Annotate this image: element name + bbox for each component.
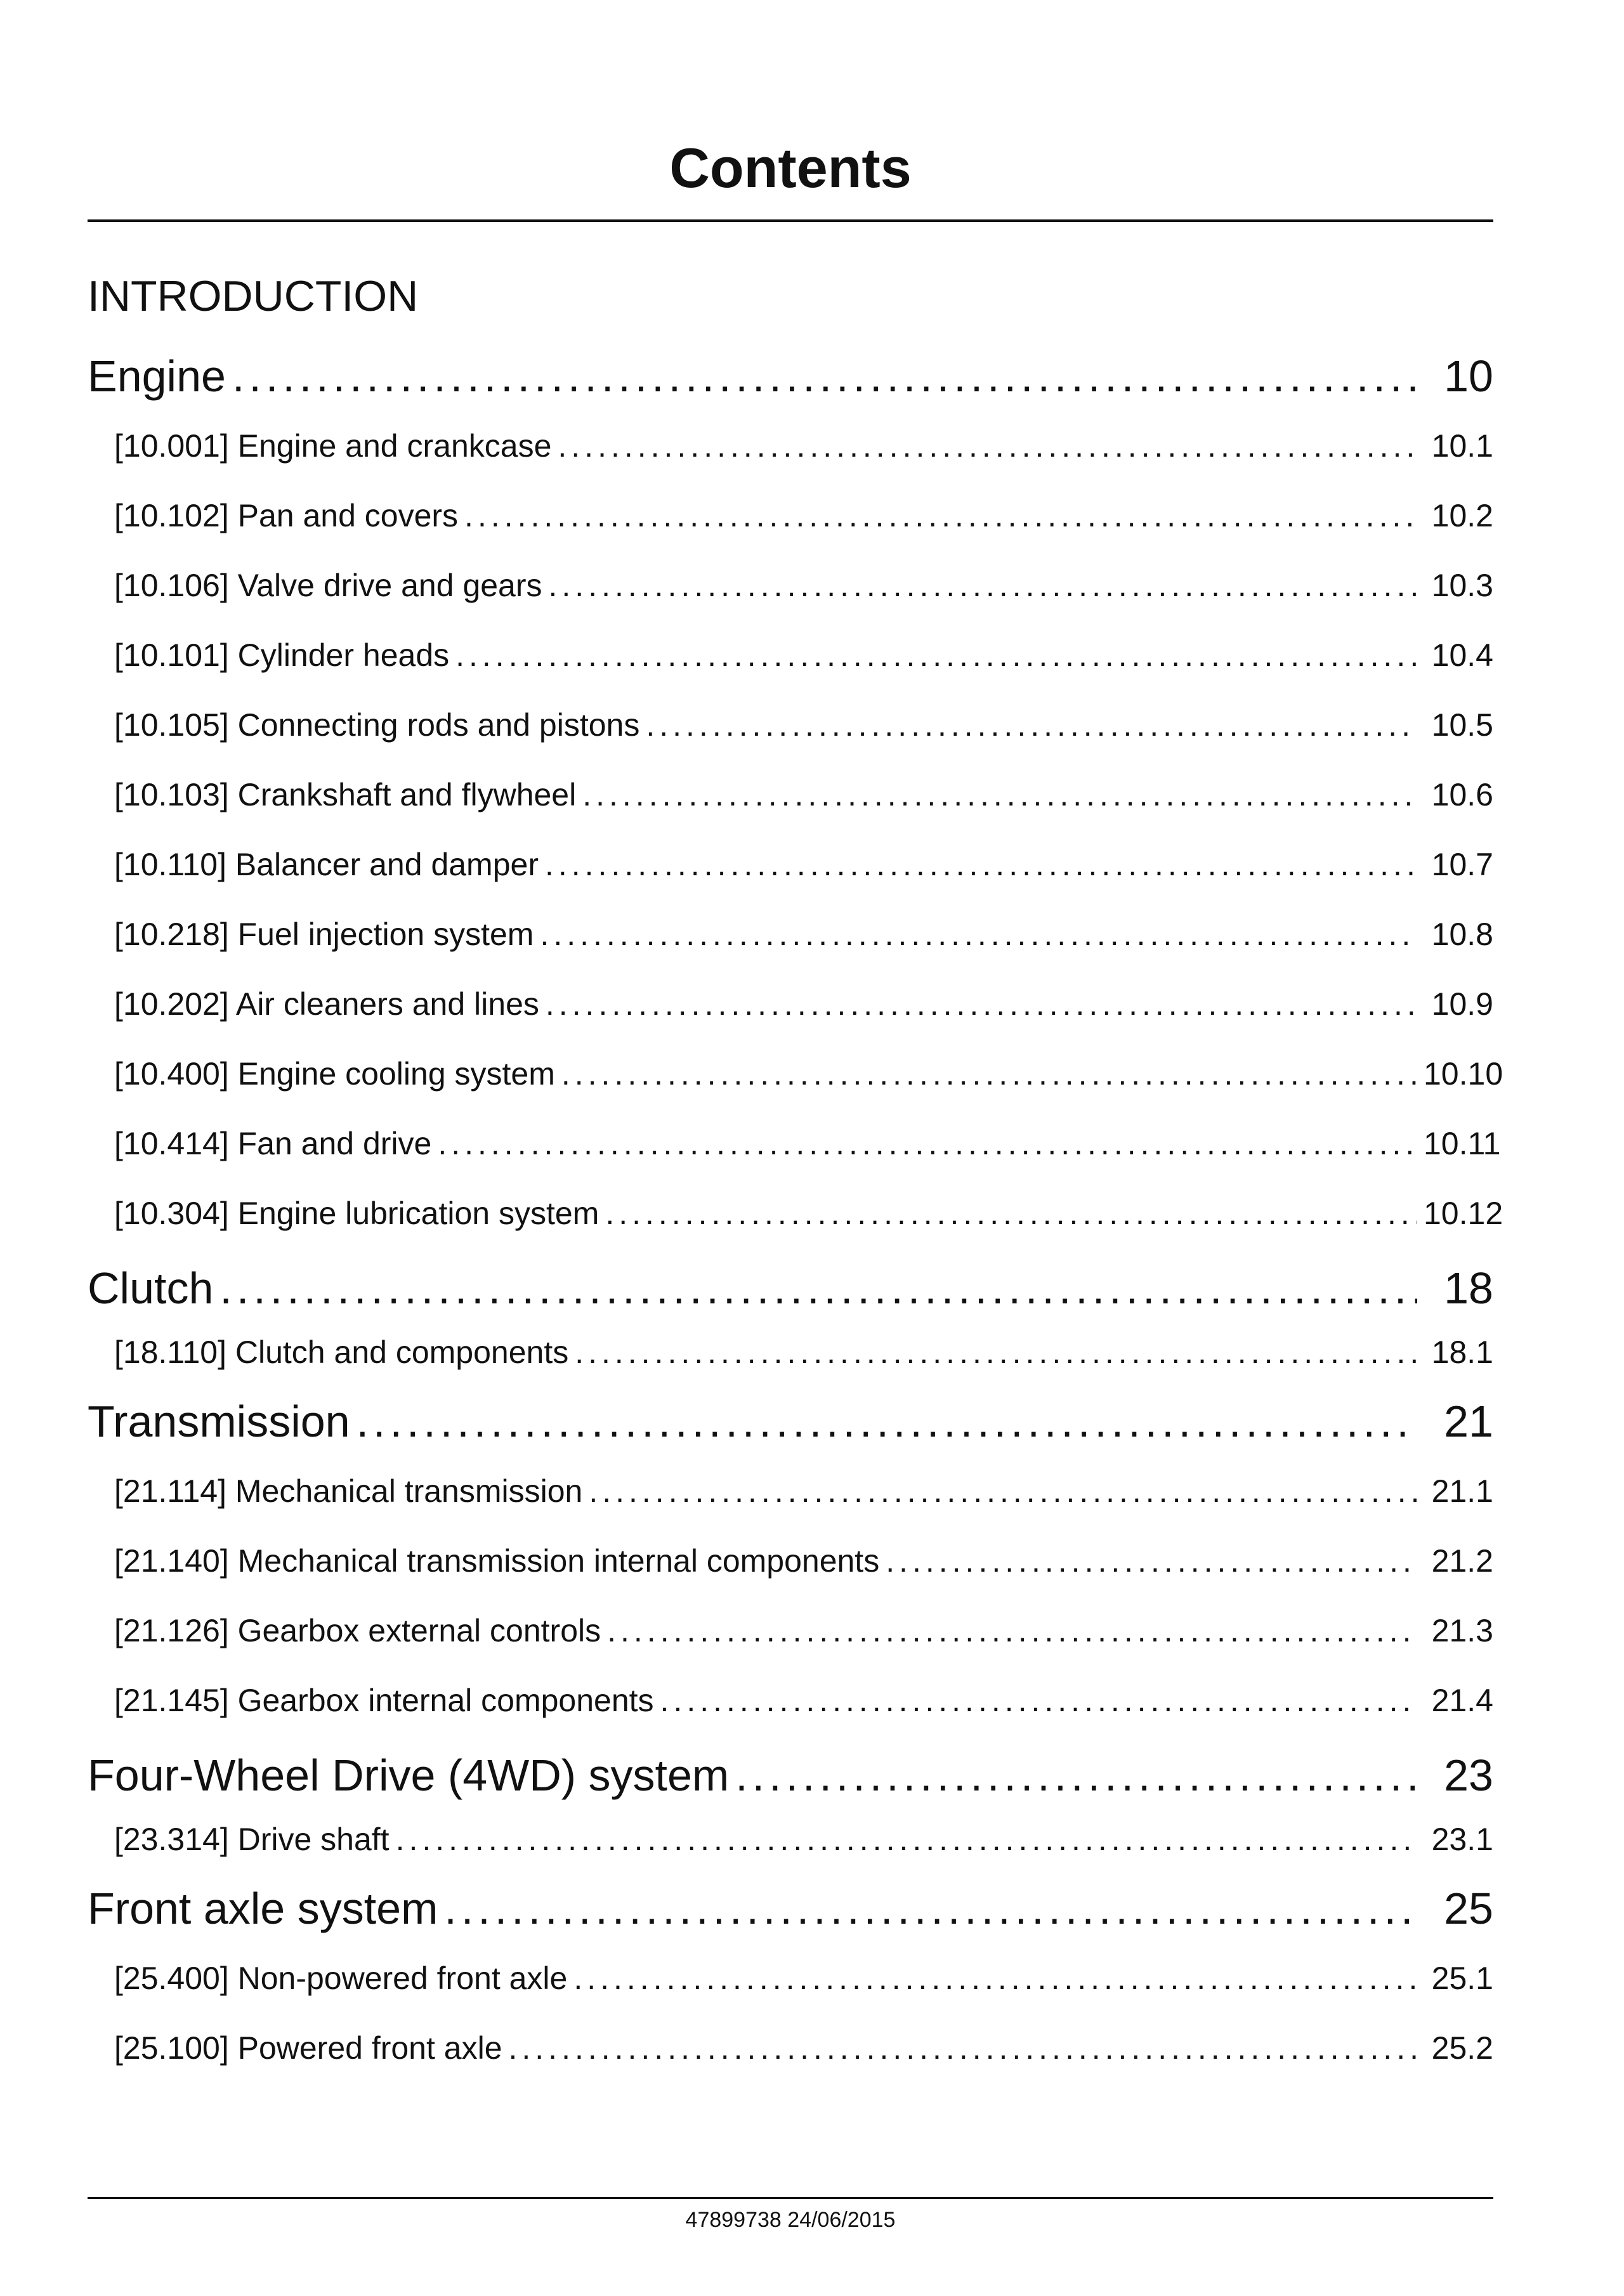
toc-section-entry[interactable]: [88, 1456, 1493, 1526]
toc-section-entry[interactable]: [88, 690, 1493, 760]
document-page: [88, 0, 1503, 2296]
dot-leader: [357, 1386, 1417, 1456]
toc-section-entry[interactable]: [88, 1810, 1493, 1869]
toc-chapter-page: 18: [1444, 1263, 1493, 1313]
dot-leader: [558, 411, 1417, 481]
toc-section-page: 10.4: [1431, 637, 1493, 673]
page-title: Contents: [669, 136, 912, 199]
toc-section-label: [25.100] Powered front axle: [114, 2030, 502, 2066]
toc-section-label: [21.145] Gearbox internal components: [114, 1683, 654, 1718]
dot-leader: [540, 899, 1417, 969]
toc-section-page: 10.6: [1431, 777, 1493, 812]
dot-leader: [575, 1323, 1417, 1381]
toc-chapter-entry[interactable]: [88, 1874, 1493, 1943]
toc-chapter-page: 25: [1444, 1884, 1493, 1933]
dot-leader: [546, 969, 1417, 1039]
toc-section-label: [10.414] Fan and drive: [114, 1126, 432, 1161]
dot-leader: [464, 481, 1417, 551]
toc-section-page: 10.10: [1424, 1056, 1503, 1092]
toc-section-page: 10.3: [1431, 568, 1493, 603]
toc-section-entry[interactable]: [88, 1943, 1493, 2013]
toc-chapter-entry[interactable]: [88, 1740, 1493, 1810]
toc-section-label: [10.400] Engine cooling system: [114, 1056, 555, 1092]
toc-section-entry[interactable]: [88, 899, 1493, 969]
toc-section-page: 25.1: [1431, 1960, 1493, 1996]
toc-section-page: 21.4: [1431, 1683, 1493, 1718]
toc-section-entry[interactable]: [88, 2013, 1493, 2083]
dot-leader: [582, 760, 1417, 830]
toc-section-entry[interactable]: [88, 620, 1493, 690]
toc-section-label: [10.110] Balancer and damper: [114, 847, 539, 882]
dot-leader: [444, 1874, 1417, 1943]
toc-section-label: [10.103] Crankshaft and flywheel: [114, 777, 577, 812]
dot-leader: [573, 1943, 1417, 2013]
dot-leader: [219, 1253, 1417, 1323]
toc-section-label: [10.202] Air cleaners and lines: [114, 986, 539, 1022]
dot-leader: [660, 1666, 1417, 1735]
dot-leader: [589, 1456, 1417, 1526]
footer-divider: [88, 2197, 1493, 2199]
table-of-contents: [88, 336, 1503, 2083]
toc-section-entry[interactable]: [88, 481, 1493, 551]
toc-section-label: [10.102] Pan and covers: [114, 498, 459, 533]
toc-section-label: [10.304] Engine lubrication system: [114, 1196, 599, 1231]
toc-section-entry[interactable]: [88, 760, 1493, 830]
toc-chapter-title: Engine: [88, 351, 226, 401]
title-divider: [88, 219, 1493, 222]
toc-section-entry[interactable]: [88, 1666, 1493, 1735]
toc-section-entry[interactable]: [88, 1178, 1503, 1248]
toc-section-page: 21.2: [1431, 1543, 1493, 1579]
toc-chapter-entry[interactable]: [88, 1253, 1493, 1323]
toc-chapter-title: Clutch: [88, 1263, 214, 1313]
dot-leader: [735, 1740, 1417, 1810]
toc-chapter-title: Transmission: [88, 1397, 350, 1446]
dot-leader: [607, 1596, 1417, 1666]
toc-section-entry[interactable]: [88, 969, 1493, 1039]
dot-leader: [561, 1039, 1417, 1109]
dot-leader: [232, 341, 1417, 411]
dot-leader: [455, 620, 1417, 690]
intro-heading: INTRODUCTION: [88, 272, 419, 320]
toc-section-label: [18.110] Clutch and components: [114, 1334, 569, 1370]
toc-section-entry[interactable]: [88, 830, 1493, 899]
toc-section-label: [10.218] Fuel injection system: [114, 916, 534, 952]
toc-section-page: 10.9: [1431, 986, 1493, 1022]
toc-section-page: 10.5: [1431, 707, 1493, 743]
toc-section-label: [21.126] Gearbox external controls: [114, 1613, 601, 1648]
toc-section-label: [10.106] Valve drive and gears: [114, 568, 542, 603]
toc-section-page: 10.11: [1424, 1126, 1501, 1161]
toc-chapter-title: Four-Wheel Drive (4WD) system: [88, 1751, 730, 1800]
footer-doc-id: 47899738 24/06/2015: [685, 2208, 896, 2232]
dot-leader: [549, 551, 1417, 620]
toc-section-page: 10.2: [1431, 498, 1493, 533]
toc-section-label: [10.001] Engine and crankcase: [114, 428, 552, 464]
dot-leader: [605, 1178, 1417, 1248]
toc-section-entry[interactable]: [88, 1526, 1493, 1596]
toc-section-entry[interactable]: [88, 1596, 1493, 1666]
dot-leader: [545, 830, 1417, 899]
toc-section-label: [21.140] Mechanical transmission internal components: [114, 1543, 880, 1579]
toc-section-page: 23.1: [1431, 1822, 1493, 1857]
toc-chapter-page: 23: [1444, 1751, 1493, 1800]
toc-section-label: [21.114] Mechanical transmission: [114, 1473, 583, 1509]
toc-section-label: [10.101] Cylinder heads: [114, 637, 450, 673]
toc-section-entry[interactable]: [88, 1039, 1503, 1109]
toc-chapter-page: 10: [1444, 351, 1493, 401]
dot-leader: [396, 1810, 1417, 1869]
toc-chapter-entry[interactable]: [88, 1386, 1493, 1456]
toc-section-page: 21.1: [1431, 1473, 1493, 1509]
dot-leader: [438, 1109, 1417, 1178]
dot-leader: [886, 1526, 1417, 1596]
toc-section-page: 10.12: [1424, 1196, 1503, 1231]
toc-chapter-title: Front axle system: [88, 1884, 438, 1933]
toc-section-entry[interactable]: [88, 411, 1493, 481]
dot-leader: [509, 2013, 1418, 2083]
toc-chapter-entry[interactable]: [88, 341, 1493, 411]
toc-section-page: 10.8: [1431, 916, 1493, 952]
dot-leader: [646, 690, 1417, 760]
toc-section-entry[interactable]: [88, 1323, 1493, 1381]
toc-section-page: 18.1: [1431, 1334, 1493, 1370]
toc-section-page: 10.7: [1431, 847, 1493, 882]
toc-section-label: [23.314] Drive shaft: [114, 1822, 390, 1857]
toc-section-page: 25.2: [1431, 2030, 1493, 2066]
toc-section-entry[interactable]: [88, 551, 1493, 620]
toc-section-label: [25.400] Non-powered front axle: [114, 1960, 568, 1996]
toc-chapter-page: 21: [1444, 1397, 1493, 1446]
toc-section-page: 21.3: [1431, 1613, 1493, 1648]
toc-section-label: [10.105] Connecting rods and pistons: [114, 707, 640, 743]
toc-section-entry[interactable]: [88, 1109, 1501, 1178]
toc-section-page: 10.1: [1431, 428, 1493, 464]
